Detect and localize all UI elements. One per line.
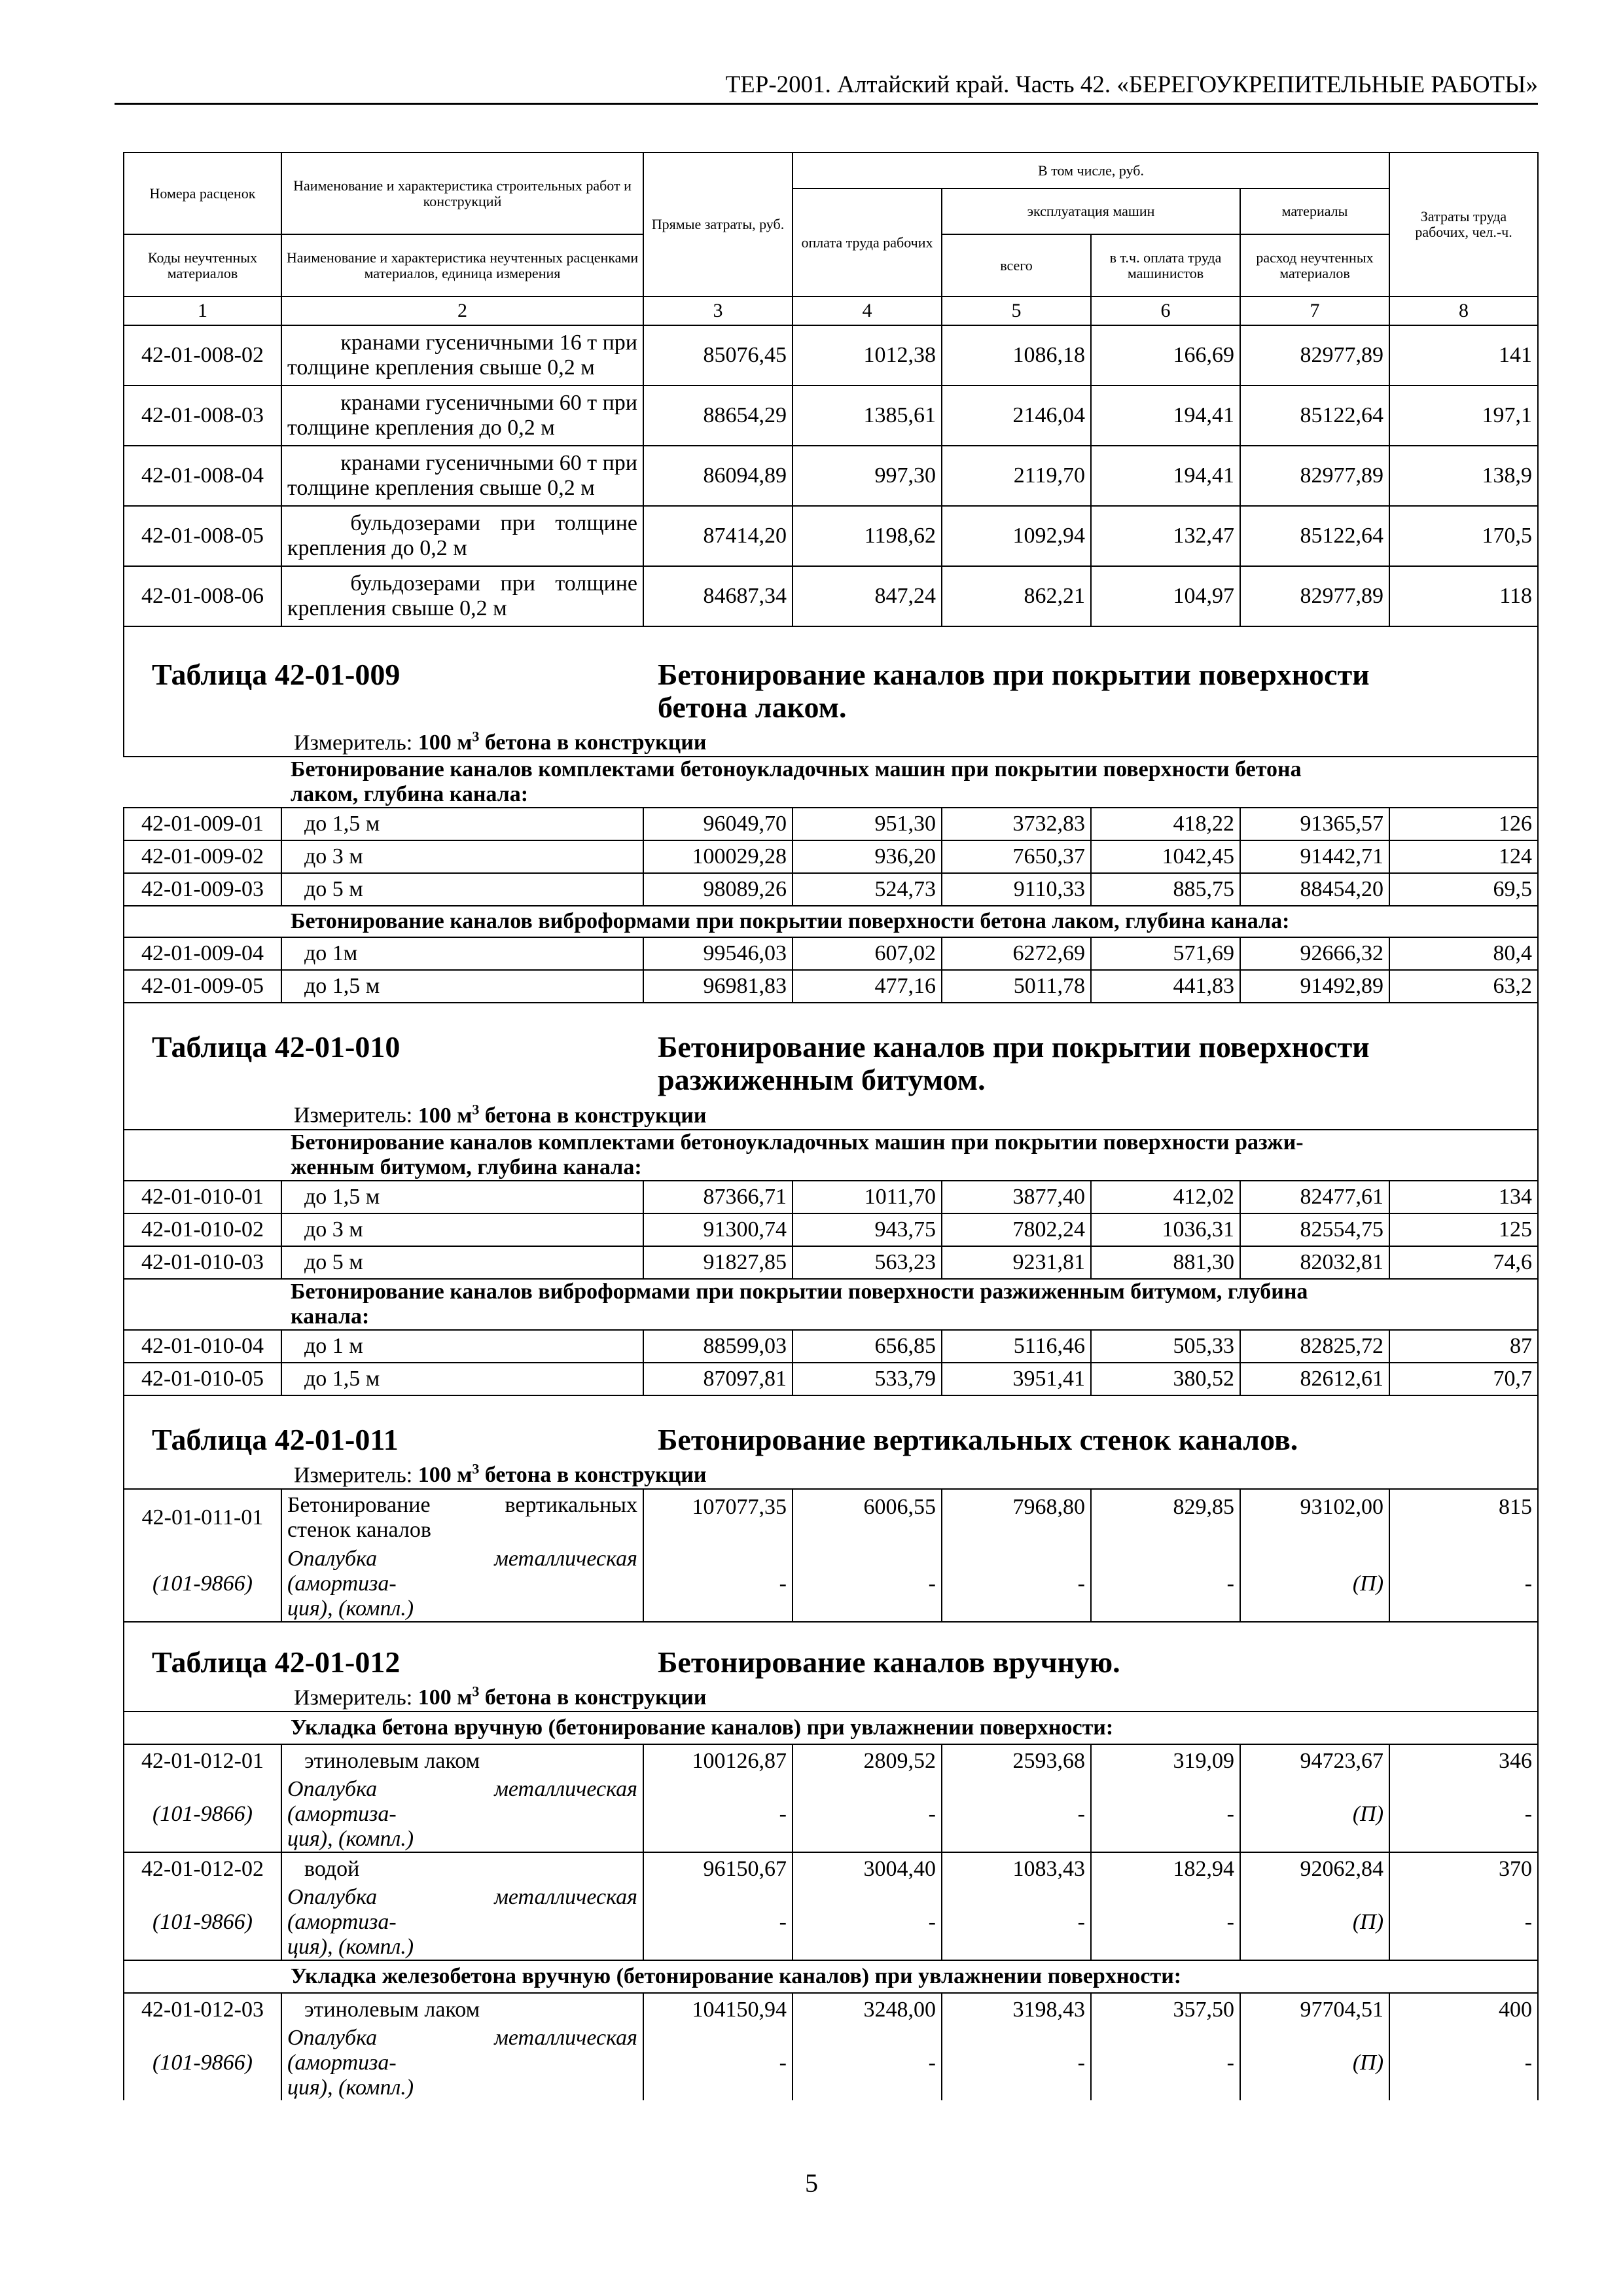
group-heading: Укладка железобетона вручную (бетонирование каналов) при увлажнении поверхности: xyxy=(124,1960,1538,1993)
group-heading: Бетонирование каналов виброформами при покрытии поверхности разжиженным битумом, глубина канала: xyxy=(124,1279,1538,1330)
table-title-2: бетона лаком. xyxy=(658,691,847,724)
table-row: 42-01-009-02 до 3 м 100029,28 936,20 7650,37 1042,45 91442,71 124 xyxy=(124,840,1538,873)
table-row: 42-01-008-03 кранами гусеничными 60 т при толщине крепления до 0,2 м 88654,29 1385,61 2146,04 194,41 85122,64 197,1 xyxy=(124,386,1538,446)
col-3-header: Прямые затраты, руб. xyxy=(643,152,793,296)
running-header: ТЕР-2001. Алтайский край. Часть 42. «БЕРЕГОУКРЕПИТЕЛЬНЫЕ РАБОТЫ» xyxy=(725,71,1538,98)
table-009-heading xyxy=(124,626,1538,757)
col-8-header: Затраты труда рабочих, чел.-ч. xyxy=(1389,152,1538,296)
group-heading: Бетонирование каналов комплектами бетоноукладочных машин при покрытии поверхности разжи- женным битумом, глубина канала: xyxy=(124,1130,1538,1181)
table-row: 42-01-008-04 кранами гусеничными 60 т при толщине крепления свыше 0,2 м 86094,89 997,30 2119,70 194,41 82977,89 138,9 xyxy=(124,446,1538,506)
table-id: Таблица 42-01-010 xyxy=(152,1030,401,1064)
material-row: (101-9866) Опалубка металлическая (амортиза- ция), (компл.) - - - - (П) - xyxy=(124,1885,1538,1960)
included-header: В том числе, руб. xyxy=(793,152,1389,188)
page-number: 5 xyxy=(805,2168,818,2198)
table-011-heading xyxy=(124,1395,1538,1489)
machines-header: эксплуатация машин xyxy=(942,188,1240,234)
table-row: 42-01-010-04 до 1 м 88599,03 656,85 5116,46 505,33 82825,72 87 xyxy=(124,1330,1538,1363)
col-1b-header: Коды неучтенных материалов xyxy=(124,234,281,296)
table-010-heading xyxy=(124,1003,1538,1129)
table-row: 42-01-008-02 кранами гусеничными 16 т при толщине крепления свыше 0,2 м 85076,45 1012,38 1086,18 166,69 82977,89 141 xyxy=(124,325,1538,386)
table-title-2: разжиженным битумом. xyxy=(658,1063,986,1097)
table-row: 42-01-009-03 до 5 м 98089,26 524,73 9110,33 885,75 88454,20 69,5 xyxy=(124,873,1538,906)
table-row: 42-01-008-06 бульдозерами при толщине крепления свыше 0,2 м 84687,34 847,24 862,21 104,97 82977,89 118 xyxy=(124,566,1538,626)
table-row: 42-01-009-05 до 1,5 м 96981,83 477,16 5011,78 441,83 91492,89 63,2 xyxy=(124,970,1538,1003)
col-1-header: Номера расценок xyxy=(124,152,281,234)
table-row: 42-01-009-04 до 1м 99546,03 607,02 6272,69 571,69 92666,32 80,4 xyxy=(124,937,1538,970)
col-7-header: расход неучтенных материалов xyxy=(1240,234,1389,296)
table-title: Бетонирование каналов при покрытии поверхности xyxy=(658,658,1370,691)
table-row: 42-01-010-05 до 1,5 м 87097,81 533,79 3951,41 380,52 82612,61 70,7 xyxy=(124,1363,1538,1395)
measure-unit: Измеритель: 100 $м^3$ бетона в конструкции xyxy=(294,1683,707,1710)
col-2-header: Наименование и характеристика строительных работ и конструкций xyxy=(281,152,643,234)
table-row: 42-01-009-01 до 1,5 м 96049,70 951,30 3732,83 418,22 91365,57 126 xyxy=(124,808,1538,840)
material-row: (101-9866) Опалубка металлическая (амортиза- ция), (компл.) - - - - (П) - xyxy=(124,1777,1538,1852)
group-heading: Бетонирование каналов виброформами при покрытии поверхности бетона лаком, глубина канала: xyxy=(124,906,1538,937)
col-4-header: оплата труда рабочих xyxy=(793,188,942,296)
table-012-heading xyxy=(124,1622,1538,1712)
table-row: 42-01-012-01 этинолевым лаком 100126,87 2809,52 2593,68 319,09 94723,67 346 xyxy=(124,1744,1538,1777)
measure-unit: Измеритель: 100 $м^3$ бетона в конструкции xyxy=(294,1460,707,1487)
table-id: Таблица 42-01-012 xyxy=(152,1645,401,1679)
group-heading: Бетонирование каналов комплектами бетоноукладочных машин при покрытии поверхности бетона лаком, глубина канала: xyxy=(124,757,1538,808)
col-6-header: в т.ч. оплата труда машинистов xyxy=(1091,234,1240,296)
group-heading: Укладка бетона вручную (бетонирование каналов) при увлажнении поверхности: xyxy=(124,1712,1538,1744)
price-table xyxy=(123,152,1539,2100)
table-row: 42-01-010-01 до 1,5 м 87366,71 1011,70 3877,40 412,02 82477,61 134 xyxy=(124,1181,1538,1213)
materials-header: материалы xyxy=(1240,188,1389,234)
table-title: Бетонирование вертикальных стенок каналов. xyxy=(658,1422,1298,1456)
table-id: Таблица 42-01-011 xyxy=(152,1422,399,1456)
col-5-header: всего xyxy=(942,234,1091,296)
material-row: (101-9866) Опалубка металлическая (амортиза- ция), (компл.) - - - - (П) - xyxy=(124,1547,1538,1622)
table-id: Таблица 42-01-009 xyxy=(152,658,401,691)
table-title: Бетонирование каналов при покрытии поверхности xyxy=(658,1030,1370,1064)
measure-unit: Измеритель: 100 $м^3$ бетона в конструкции xyxy=(294,728,707,755)
table-title: Бетонирование каналов вручную. xyxy=(658,1645,1120,1679)
measure-unit: Измеритель: 100 $м^3$ бетона в конструкции xyxy=(294,1101,707,1128)
table-row: 42-01-010-03 до 5 м 91827,85 563,23 9231,81 881,30 82032,81 74,6 xyxy=(124,1246,1538,1279)
column-numbers-row: 1 2 3 4 5 6 7 8 xyxy=(124,296,1538,325)
material-row: (101-9866) Опалубка металлическая (амортиза- ция), (компл.) - - - - (П) - xyxy=(124,2026,1538,2100)
table-row: 42-01-012-03 этинолевым лаком 104150,94 3248,00 3198,43 357,50 97704,51 400 xyxy=(124,1993,1538,2026)
header-rule xyxy=(115,103,1538,105)
col-2b-header: Наименование и характеристика неучтенных расценками материалов, единица измерения xyxy=(281,234,643,296)
table-header xyxy=(124,152,1538,325)
table-row: 42-01-008-05 бульдозерами при толщине крепления до 0,2 м 87414,20 1198,62 1092,94 132,47 85122,64 170,5 xyxy=(124,506,1538,566)
table-row: 42-01-012-02 водой 96150,67 3004,40 1083,43 182,94 92062,84 370 xyxy=(124,1852,1538,1885)
table-row: 42-01-011-01 Бетонирование вертикальных стенок каналов 107077,35 6006,55 7968,80 829,85 93102,00 815 xyxy=(124,1489,1538,1547)
table-row: 42-01-010-02 до 3 м 91300,74 943,75 7802,24 1036,31 82554,75 125 xyxy=(124,1213,1538,1246)
